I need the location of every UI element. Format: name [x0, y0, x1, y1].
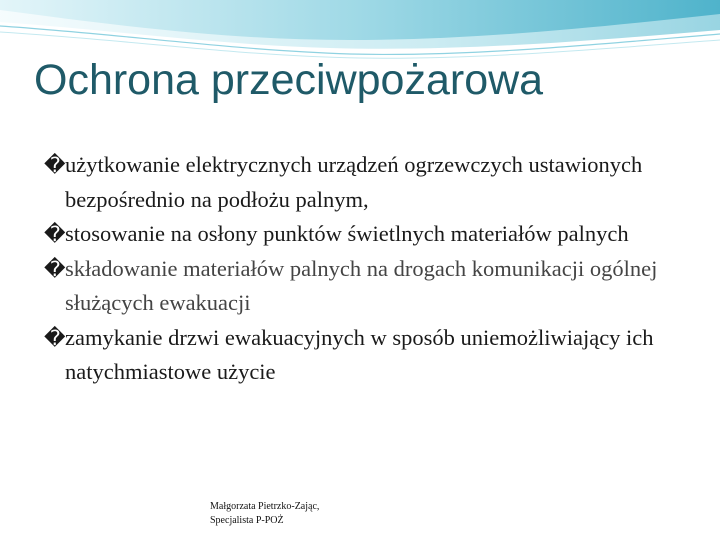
bullet-item — [44, 252, 704, 321]
bullet-item — [44, 321, 704, 390]
footer-role: Specjalista P-POŻ — [210, 515, 284, 526]
bullet-marker-icon: � — [44, 256, 66, 281]
footer-credit — [210, 500, 319, 528]
bullet-marker-icon: � — [44, 222, 66, 246]
bullet-text: użytkowanie elektrycznych urządzeń ogrzewczych ustawionych bezpośrednio na podłożu palnym, — [65, 152, 643, 212]
bullet-marker-icon: � — [44, 325, 66, 350]
bullet-item — [44, 148, 704, 217]
footer-author: Małgorzata Pietrzko-Zając, — [210, 501, 320, 512]
bullet-marker-icon: � — [44, 153, 66, 177]
page-title: Ochrona przeciwpożarowa — [34, 56, 544, 104]
bullet-text: stosowanie na osłony punktów świetlnych materiałów palnych — [65, 221, 629, 246]
bullet-list — [44, 148, 704, 390]
bullet-text: zamykanie drzwi ewakuacyjnych w sposób uniemożliwiający ich natychmiastowe użycie — [65, 324, 654, 384]
bullet-text: składowanie materiałów palnych na drogach komunikacji ogólnej służących ewakuacji — [65, 255, 658, 315]
bullet-item — [44, 217, 704, 252]
